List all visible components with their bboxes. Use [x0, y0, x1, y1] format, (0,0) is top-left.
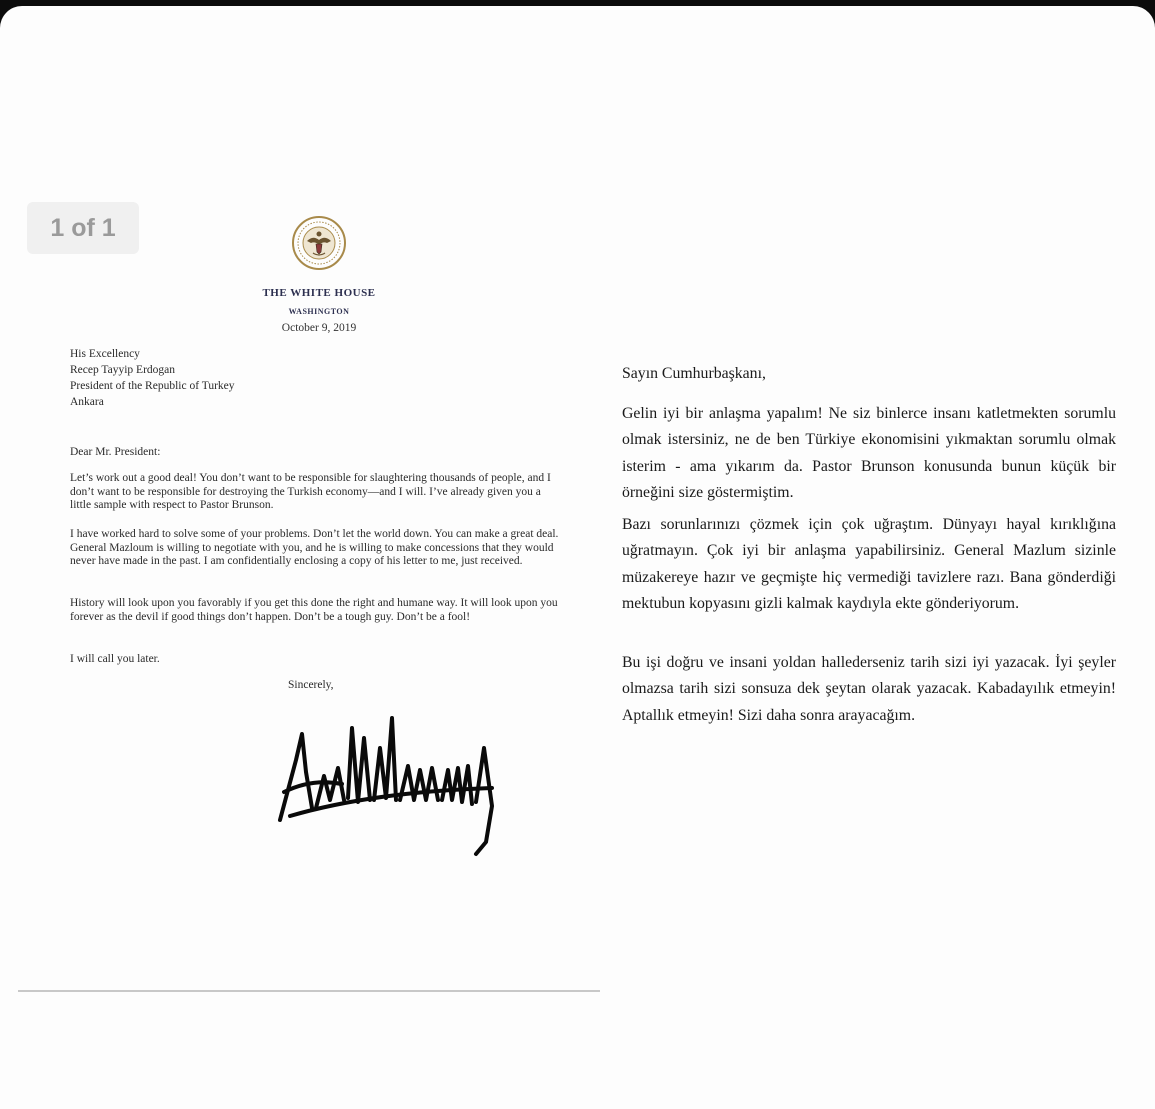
recipient-line: His Excellency	[70, 348, 140, 360]
page-indicator-badge: 1 of 1	[27, 202, 139, 254]
recipient-address	[70, 346, 370, 410]
letter-salutation: Dear Mr. President:	[70, 446, 161, 458]
handwritten-signature	[272, 708, 512, 858]
letter-bottom-edge	[18, 990, 600, 992]
recipient-line: Ankara	[70, 396, 104, 408]
letterhead-title: THE WHITE HOUSE	[262, 287, 376, 299]
translation-paragraph: Gelin iyi bir anlaşma yapalım! Ne siz binlerce insanı katletmekten sorumlu olmak istersiniz, ne de ben Türkiye ekonomisini yıkmaktan sorumlu olmak isterim - ama yıkarım da. Pastor Brunson konusunda bunun küçük bir örneğini size göstermiştim.	[622, 405, 1116, 501]
translation-salutation: Sayın Cumhurbaşkanı,	[622, 365, 766, 382]
presidential-seal-icon	[291, 215, 347, 271]
translation-paragraph: Bu işi doğru ve insani yoldan hallederseniz tarih sizi iyi yazacak. İyi şeyler olmazsa tarih sizi sonsuza dek şeytan olarak yazacak. Kabadayılık etmeyin! Aptallık etmeyin! Sizi daha sonra arayacağım.	[622, 654, 1116, 724]
recipient-line: President of the Republic of Turkey	[70, 380, 235, 392]
recipient-line: Recep Tayyip Erdogan	[70, 364, 176, 376]
letter-closing: Sincerely,	[288, 679, 334, 691]
letter-paragraph: I will call you later.	[70, 653, 160, 665]
letter-paragraph: I have worked hard to solve some of your problems. Don’t let the world down. You can make a great deal. General Mazloum is willing to negotiate with you, and he is willing to make concessions that they would never have made in the past. I am confidentially enclosing a copy of his letter to me, just received.	[70, 528, 559, 568]
translation-paragraph: Bazı sorunlarınızı çözmek için çok uğraştım. Dünyayı hayal kırıklığına uğratmayın. Çok iyi bir anlaşma yapabilirsiniz. General Mazlum sizinle müzakereye hazır ve geçmişte hiç vermediği tavizlere razı. Bana gönderdiği mektubun kopyasını gizli kalmak kaydıyla ekte gönderiyorum.	[622, 516, 1116, 612]
letter-date: October 9, 2019	[281, 322, 357, 334]
letter-paragraph: Let’s work out a good deal! You don’t want to be responsible for slaughtering thousands of people, and I don’t want to be responsible for destroying the Turkish economy—and I will. I’ve already given you a little sample with respect to Pastor Brunson.	[70, 472, 551, 512]
letter-paragraph: History will look upon you favorably if you get this done the right and humane way. It will look upon you forever as the devil if good things don’t happen. Don’t be a tough guy. Don’t be a fool!	[70, 597, 558, 623]
letterhead-city: WASHINGTON	[288, 307, 350, 316]
